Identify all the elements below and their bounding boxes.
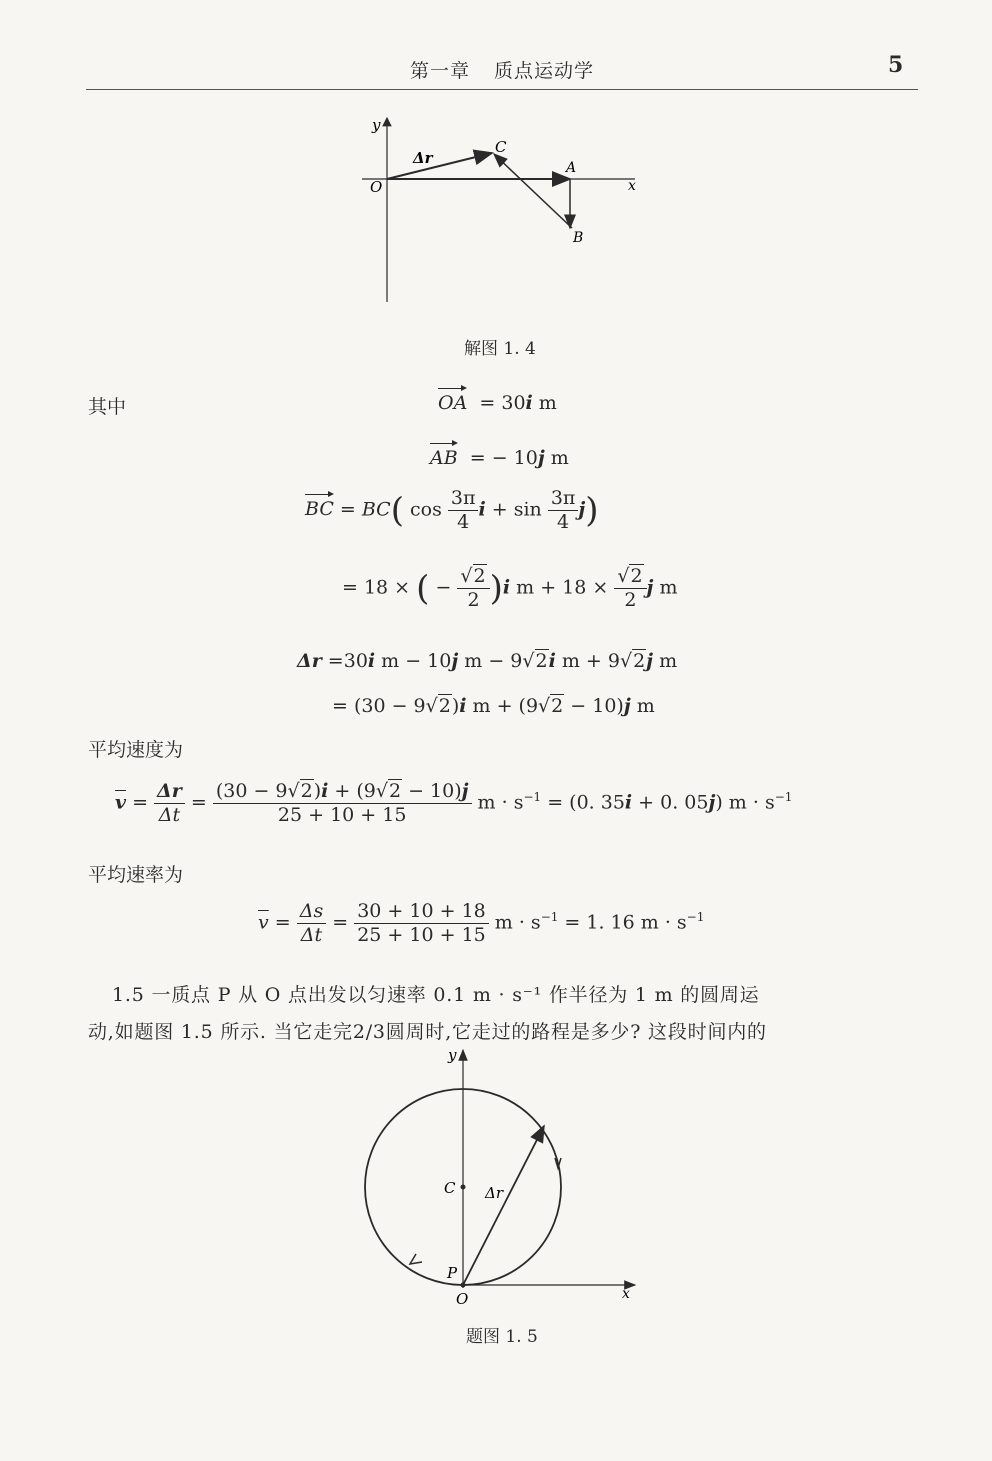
fig1-label-x: x: [628, 178, 636, 194]
fig2-label-x: x: [622, 1286, 630, 1302]
figure-1-5-diagram: [350, 1040, 650, 1310]
origin-point: [461, 1283, 466, 1288]
equation-avg-speed: $\overline{v}$ = $\frac{\Delta s}{\Delta t}$ = $\frac{30 + 10 + 18}{25 + 10 + 15}$ $m \cdot s^{-1} = 1$. 16 $m \cdot s^{-1}$: [258, 900, 705, 946]
vector-delta-r: [463, 1126, 544, 1285]
problem-1-5-line2: 动,如题图 1.5 所示. 当它走完2/3圆周时,它走过的路程是多少? 这段时间内的: [88, 1021, 767, 1043]
fig1-label-o: O: [370, 178, 383, 196]
equation-bc-value: = 18 × ( − $\frac{√2}{2}$ )i m + 18 × $\frac{√2}{2}$ j m: [342, 565, 678, 611]
fig1-label-c: C: [495, 138, 507, 156]
fig2-label-y: y: [448, 1046, 457, 1064]
fig2-label-p: P: [447, 1264, 458, 1282]
page-number: 5: [888, 52, 904, 78]
vector-delta-r: [387, 153, 492, 179]
vector-bc: [494, 154, 572, 228]
figure-1-4-diagram: [350, 110, 650, 310]
fig1-label-a: A: [566, 160, 577, 176]
equation-avg-velocity: $\overline{v}$ = $\frac{\Delta r}{\Delta t}$ = $\frac{(30 - 9√2)i + (9√2 - 10)j}{25 + 10 + 15}$ $m \cdot s^{-1} = (0$. 35i + 0. 05j) $m \cdot s^{-1}$: [115, 780, 793, 826]
problem-1-5-line1: 1.5 一质点 P 从 O 点出发以匀速率 0.1 m · s⁻¹ 作半径为 1 m 的圆周运: [112, 984, 760, 1006]
fig2-label-delta-r: Δr: [485, 1184, 504, 1202]
fig1-label-delta-r: Δr: [413, 149, 433, 167]
figure-1-4-caption: 解图 1. 4: [464, 339, 536, 359]
fig2-label-o: O: [456, 1290, 469, 1308]
equation-delta-r: Δr =30i m − 10j m − 9√2i m + 9√2j m: [297, 650, 678, 672]
equation-delta-r-result: = (30 − 9√2)i m + (9√2 − 10)j m: [332, 695, 655, 717]
fig2-label-c: C: [444, 1179, 456, 1197]
where-label: 其中: [88, 396, 127, 418]
center-point: [461, 1185, 466, 1190]
header-rule: [86, 89, 918, 90]
fig1-label-b: B: [573, 230, 584, 246]
chapter-label: 第一章: [410, 60, 471, 82]
avg-velocity-label: 平均速度为: [88, 739, 184, 761]
equation-oa: OA = 30i m: [438, 392, 557, 414]
chapter-title: 质点运动学: [494, 60, 595, 82]
equation-bc: BC = BC( cos $\frac{3\pi}{4}$ i + sin $\frac{3\pi}{4}$ j): [305, 487, 599, 533]
avg-speed-label: 平均速率为: [88, 864, 184, 886]
figure-1-5-caption: 题图 1. 5: [466, 1327, 538, 1347]
equation-ab: AB = − 10j m: [430, 447, 569, 469]
fig1-label-y: y: [372, 116, 381, 134]
circle-direction-arrow-left: [410, 1254, 422, 1264]
